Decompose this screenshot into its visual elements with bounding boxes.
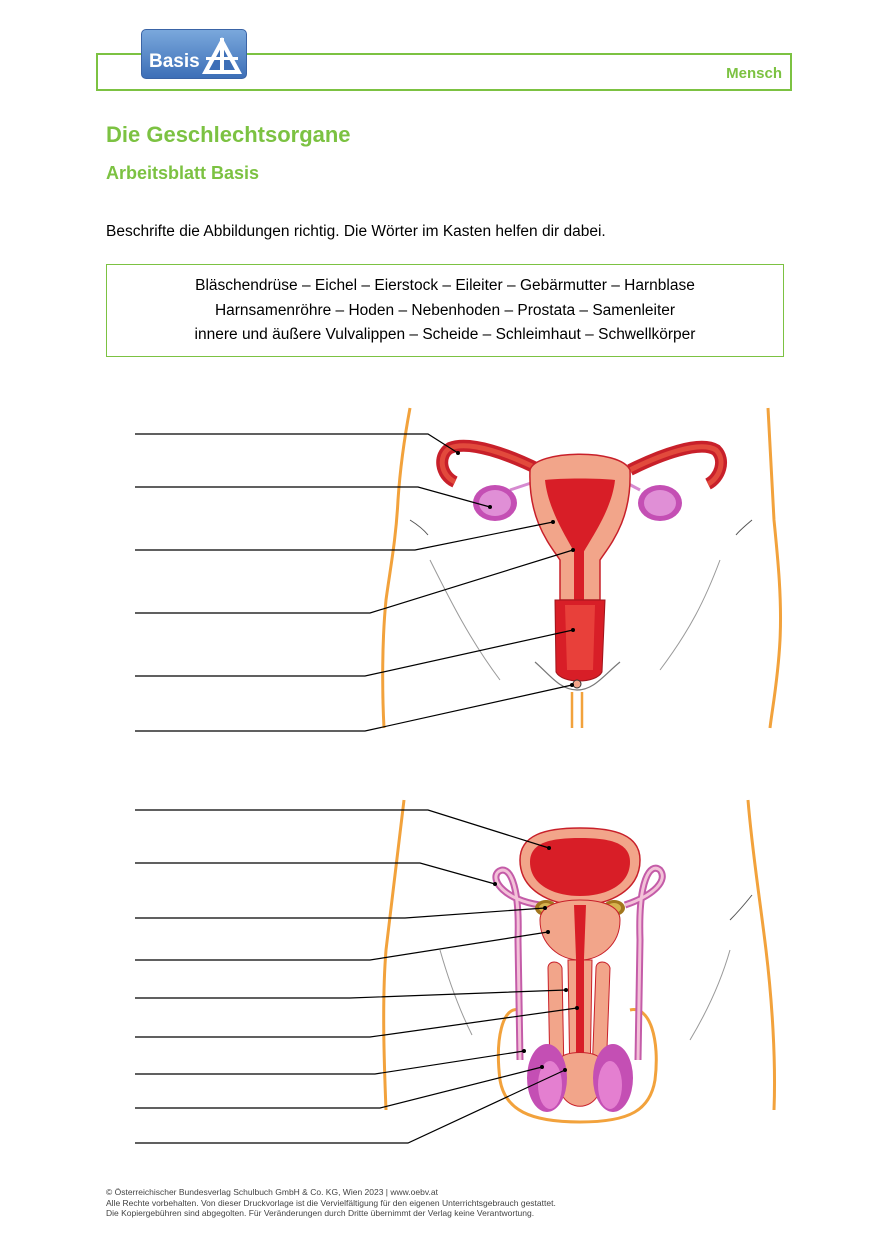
footer-copyright [106,1187,556,1219]
word-box-line: innere und äußere Vulvalippen – Scheide – Schleimhaut – Schwellkörper [194,326,696,343]
basis-logo [141,29,247,79]
word-box-line: Harnsamenröhre – Hoden – Nebenhoden – Prostata – Samenleiter [214,301,676,319]
female-anatomy-figure [0,400,890,740]
male-anatomy-figure [0,795,890,1155]
footer-line: Die Kopiergebühren sind abgegolten. Für Veränderungen durch Dritte übernimmt der Verlag keine Verantwortung. [106,1208,535,1218]
instruction-text: Beschrifte die Abbildungen richtig. Die Wörter im Kasten helfen dir dabei. [106,223,606,240]
triangle-logo-icon [200,34,244,78]
page-title: Die Geschlechtsorgane [106,122,351,147]
footer-line: Alle Rechte vorbehalten. Von dieser Druckvorlage ist die Vervielfältigung für den eigenen Unterrichtsgebrauch gestattet. [106,1197,556,1208]
word-box-line: Bläschendrüse – Eichel – Eierstock – Eileiter – Gebärmutter – Harnblase [195,277,695,294]
footer-line: © Österreichischer Bundesverlag Schulbuch GmbH & Co. KG, Wien 2023 | www.oebv.at [106,1187,438,1197]
category-label: Mensch [726,65,782,82]
logo-text: Basis [149,51,200,72]
page-subtitle: Arbeitsblatt Basis [106,163,260,183]
word-box [106,264,784,357]
